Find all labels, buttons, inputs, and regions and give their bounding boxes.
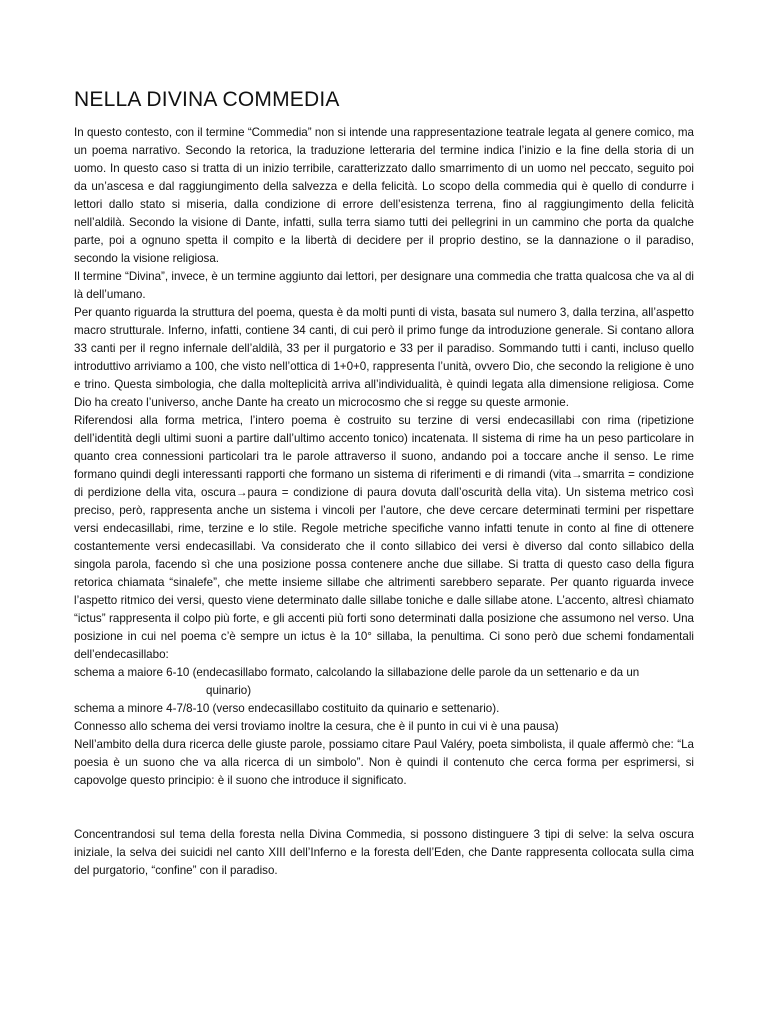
paragraph-metrica: Riferendosi alla forma metrica, l’intero poema è costruito su terzine di versi endecasillabi con rima (ripetizione dell’identità degli ultimi suoni a partire dall’ultimo accento tonico) incatenata. Il sistema di rime ha un peso particolare in quanto crea connessioni particolari tra le parole attraverso il suono, andando poi a toccare anche il senso. Le rime formano quindi degli interessanti rapporti che formano un sistema di riferimenti e di rimandi (vita→smarrita = condizione di perdizione della vita, oscura→paura = condizione di paura dovuta dall’oscurità della vita). Un sistema metrico così preciso, però, rappresenta anche un sistema i vincoli per l’autore, che deve cercare determinati termini per rispettare versi endecasillabi, rime, terzine e lo stile. Regole metriche specifiche vanno infatti tenute in conto al fine di ottenere costantemente versi endecasillabi. Va considerato che il conto sillabico dei versi è diverso dal conto sillabico della singola parola, facendo sì che una posizione possa contenere anche due sillabe. Si tratta di questo caso della figura retorica chiamata “sinalefe”, che mette insieme sillabe che altrimenti sarebbero separate. Per quanto riguarda invece l’aspetto ritmico dei versi, questo viene determinato dalle sillabe toniche e dalle sillabe atone. L’accento, altresì chiamato “ictus” rappresenta il colpo più forte, e gli accenti più forti sono determinati dalla posizione che assumono nel verso. Una posizione in cui nel poema c’è sempre un ictus è la 10° sillaba, la penultima. Ci sono però due schemi fondamentali dell’endecasillabo:: [74, 414, 694, 661]
paragraph-cesura: Connesso allo schema dei versi troviamo inoltre la cesura, che è il punto in cui vi è una pausa): [74, 720, 559, 733]
schema-maiore-continuation: quinario): [206, 684, 252, 697]
section-gap: [74, 790, 694, 826]
schema-maiore-line: schema a maiore 6-10 (endecasillabo formato, calcolando la sillabazione delle parole da un settenario e da un: [74, 666, 640, 679]
paragraph-foresta: Concentrandosi sul tema della foresta nella Divina Commedia, si possono distinguere 3 tipi di selve: la selva oscura iniziale, la selva dei suicidi nel canto XIII dell’Inferno e la foresta dell’Eden, che Dante rappresenta collocata sulla cima del purgatorio, “confine” con il paradiso.: [74, 828, 694, 877]
paragraph-valery: Nell’ambito della dura ricerca delle giuste parole, possiamo citare Paul Valéry, poeta simbolista, il quale affermò che: “La poesia è un suono che va alla ricerca di un simbolo”. Non è quindi il contenuto che cerca forma per esprimersi, si capovolge questo principio: è il suono che introduce il significato.: [74, 738, 694, 787]
schema-minore-line: schema a minore 4-7/8-10 (verso endecasillabo costituito da quinario e settenario).: [74, 702, 500, 715]
paragraph-commedia: In questo contesto, con il termine “Commedia” non si intende una rappresentazione teatrale legata al genere comico, ma un poema narrativo. Secondo la retorica, la traduzione letteraria del termine indica l’inizio e la fine della storia di un uomo. In questo caso si tratta di un inizio terribile, caratterizzato dallo smarrimento di un uomo nel peccato, seguito poi da un’ascesa e dal raggiungimento della salvezza e della felicità. Lo scopo della commedia qui è quello di condurre i lettori dallo stato si miseria, dalla condizione di errore dell’esistenza terrena, fino al raggiungimento della felicità nell’aldilà. Secondo la visione di Dante, infatti, sulla terra siamo tutti dei pellegrini in un cammino che porta da qualche parte, poi a ognuno spetta il compito e la libertà di decidere per il proprio destino, se la dannazione o il paradiso, secondo la visione religiosa.: [74, 126, 694, 265]
paragraph-divina: Il termine “Divina”, invece, è un termine aggiunto dai lettori, per designare una commedia che tratta qualcosa che va al di là dell’umano.: [74, 270, 694, 301]
document-body: [74, 124, 694, 880]
paragraph-struttura: Per quanto riguarda la struttura del poema, questa è da molti punti di vista, basata sul numero 3, dalla terzina, all’aspetto macro strutturale. Inferno, infatti, contiene 34 canti, di cui però il primo funge da introduzione generale. Si contano allora 33 canti per il regno infernale dell’aldilà, 33 per il purgatorio e 33 per il paradiso. Sommando tutti i canti, incluso quello introduttivo arriviamo a 100, che visto nell’ottica di 1+0+0, rappresenta l’unità, ovvero Dio, che secondo la religione è uno e trino. Questa simbologia, che dalla molteplicità arriva all’individualità, è quindi legata alla dimensione religiosa. Come Dio ha creato l’universo, anche Dante ha creato un microcosmo che si regge su queste armonie.: [74, 306, 694, 409]
document-title: NELLA DIVINA COMMEDIA: [74, 88, 340, 111]
